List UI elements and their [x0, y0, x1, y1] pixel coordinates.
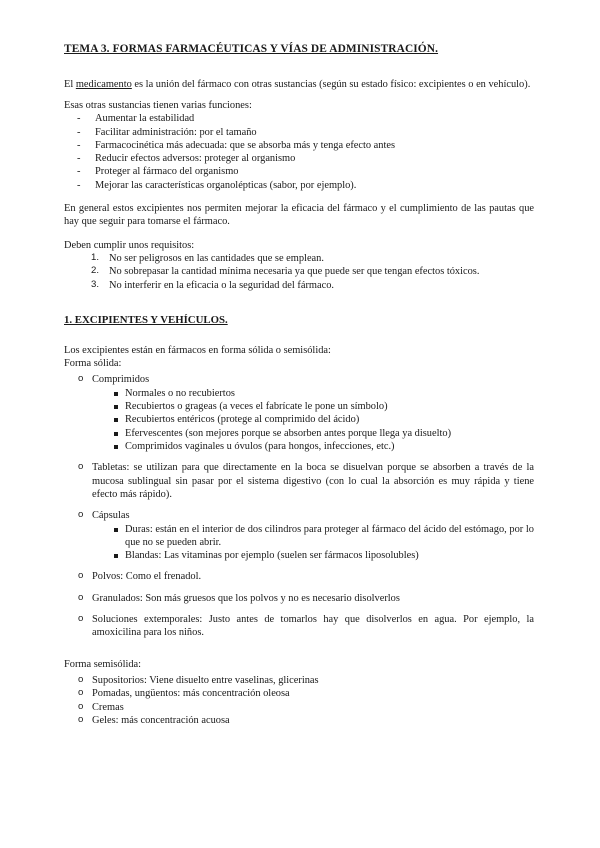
circle-bullet-icon: o [78, 461, 84, 473]
square-bullet-icon [114, 418, 118, 422]
list-item: o Granulados: Son más gruesos que los polvos y no es necesario disolverlos [78, 591, 400, 604]
semisolid-form-label: Forma semisólida: [64, 658, 142, 670]
list-item: - Proteger al fármaco del organismo [64, 165, 534, 178]
list-item: o Soluciones extemporales: Justo antes de tomarlos hay que disolverlos en agua. Por ejemplo, la amoxicilina para los niños. [78, 613, 534, 639]
list-item: Efervescentes (son mejores porque se absorben antes porque llega ya disuelto) [92, 427, 534, 440]
list-item: o Pomadas, ungüentos: más concentración oleosa [78, 687, 290, 700]
section-intro: Los excipientes están en fármacos en forma sólida o semisólida: [64, 344, 331, 356]
requirements-list [64, 252, 534, 292]
list-item: - Farmacocinética más adecuada: que se absorba más y tenga efecto antes [64, 139, 534, 152]
list-item: - Facilitar administración: por el tamaño [64, 126, 534, 139]
circle-bullet-icon: o [78, 570, 84, 582]
capsulas-sublist [92, 523, 534, 563]
functions-intro: Esas otras sustancias tienen varias funciones: [64, 99, 252, 111]
circle-bullet-icon: o [78, 373, 84, 385]
list-item: o Comprimidos Normales o no recubiertos Recubiertos o grageas (a veces el fabrícate le pone un símbolo) Recubiertos entéricos (protege al comprimido del ácido) Efervescentes (son mejores porque se absorben antes porque llega ya disuelto) Comprimidos vaginales u óvulos (para hongos, infecciones, etc.) [64, 373, 534, 453]
circle-bullet-icon: o [78, 687, 84, 699]
list-item: o Cápsulas Duras: están en el interior de dos cilindros para proteger al fármaco del ácido del estómago, por lo que no se pueden abrir. Blandas: Las vitaminas por ejemplo (suelen ser fármacos liposolubles) [78, 509, 534, 562]
circle-bullet-icon: o [78, 613, 84, 625]
list-item: Recubiertos o grageas (a veces el fabrícate le pone un símbolo) [92, 400, 534, 413]
square-bullet-icon [114, 528, 118, 532]
circle-bullet-icon: o [78, 509, 84, 521]
section-heading: 1. EXCIPIENTES Y VEHÍCULOS. [64, 313, 228, 326]
list-item: 2. No sobrepasar la cantidad mínima necesaria ya que puede ser que tengan efectos tóxicos. [91, 265, 480, 278]
requirements-intro: Deben cumplir unos requisitos: [64, 239, 195, 251]
solid-forms-list [64, 373, 534, 639]
excipients-paragraph: En general estos excipientes nos permiten mejorar la eficacia del fármaco y el cumplimiento de las pautas que hay que seguir para tomarse el fármaco. [64, 203, 534, 228]
circle-bullet-icon: o [78, 591, 84, 603]
circle-bullet-icon: o [78, 674, 84, 686]
document-page [64, 42, 534, 727]
list-item: 3. No interferir en la eficacia o la seguridad del fármaco. [91, 278, 335, 291]
list-item: o Polvos: Como el frenadol. [78, 570, 202, 583]
list-item: 1. No ser peligrosos en las cantidades que se emplean. [91, 252, 324, 265]
list-item: o Supositorios: Viene disuelto entre vaselinas, glicerinas [78, 674, 319, 687]
page-title: TEMA 3. FORMAS FARMACÉUTICAS Y VÍAS DE ADMINISTRACIÓN. [64, 43, 439, 55]
square-bullet-icon [114, 445, 118, 449]
list-item: o Tabletas: se utilizan para que directamente en la boca se disuelvan porque se absorben a través de la mucosa sublingual sin pasar por el sistema digestivo (con lo cual la absorción es muy rápida y tiene efecto más rápido). [78, 461, 534, 500]
list-item: Blandas: Las vitaminas por ejemplo (suelen ser fármacos liposolubles) [92, 549, 534, 562]
comprimidos-sublist [92, 387, 534, 454]
square-bullet-icon [114, 554, 118, 558]
circle-bullet-icon: o [78, 700, 84, 712]
list-item: - Aumentar la estabilidad [64, 112, 534, 125]
circle-bullet-icon: o [78, 713, 84, 725]
list-item: Recubiertos entéricos (protege al comprimido del ácido) [92, 413, 534, 426]
semisolid-forms-list [64, 674, 534, 727]
medicamento-term: medicamento [75, 78, 132, 90]
list-item: o Cremas [78, 700, 124, 713]
list-item: Duras: están en el interior de dos cilindros para proteger al fármaco del ácido del estómago, por lo que no se pueden abrir. [92, 523, 534, 550]
solid-form-label: Forma sólida: [64, 358, 122, 370]
intro-paragraph: El medicamento es la unión del fármaco con otras sustancias (según su estado físico: excipientes o en vehículo). [64, 78, 531, 90]
square-bullet-icon [114, 405, 118, 409]
square-bullet-icon [114, 432, 118, 436]
list-item: - Reducir efectos adversos: proteger al organismo [64, 152, 534, 165]
list-item: Normales o no recubiertos [92, 387, 534, 400]
square-bullet-icon [114, 392, 118, 396]
functions-list [64, 112, 534, 192]
list-item: o Geles: más concentración acuosa [78, 713, 230, 726]
list-item: - Mejorar las características organolépticas (sabor, por ejemplo). [64, 179, 534, 192]
list-item: Comprimidos vaginales u óvulos (para hongos, infecciones, etc.) [92, 440, 534, 453]
